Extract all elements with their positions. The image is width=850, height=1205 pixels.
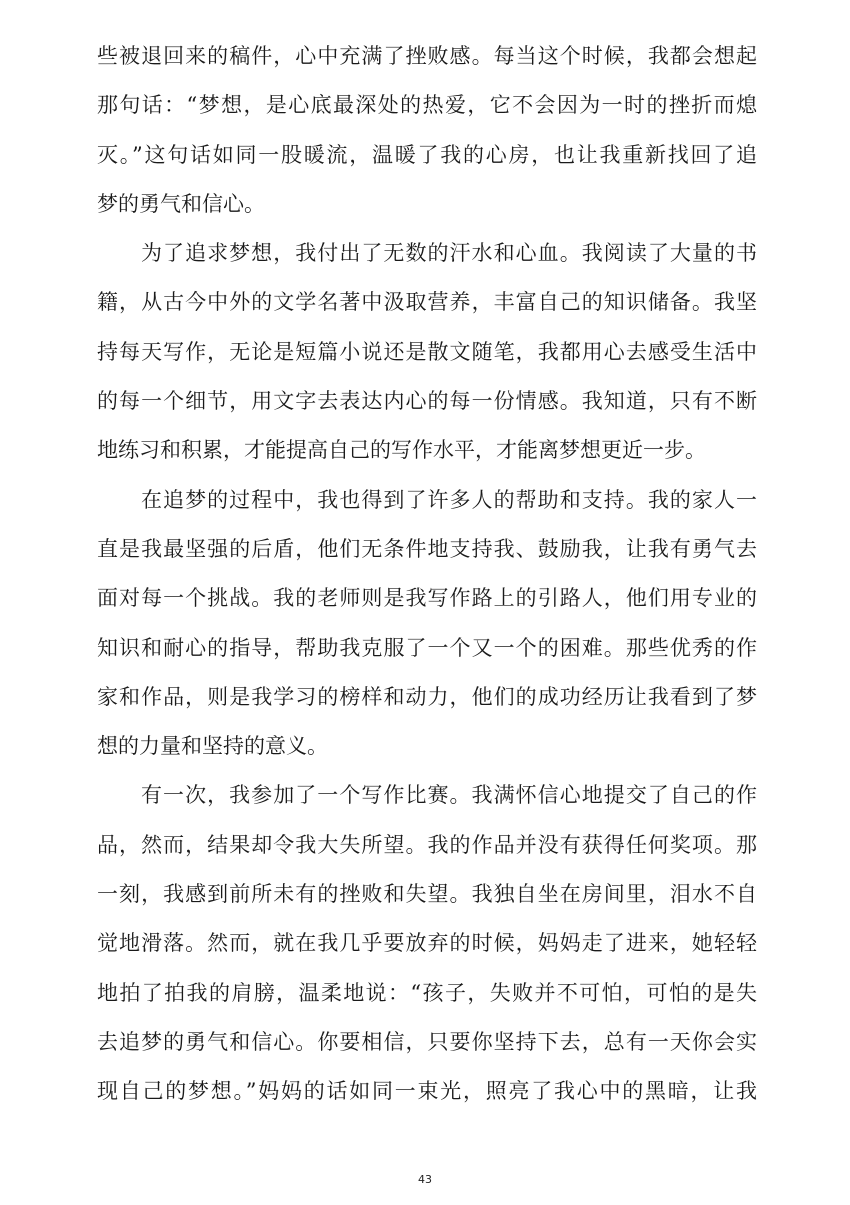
- text-line: 地拍了拍我的肩膀，温柔地说：“孩子，失败并不可怕，可怕的是失: [97, 980, 757, 1005]
- text-line: 想的力量和坚持的意义。: [97, 734, 328, 759]
- text-line: 籍，从古今中外的文学名著中汲取营养，丰富自己的知识储备。我坚: [97, 290, 757, 315]
- text-line: 灭。”这句话如同一股暖流，温暖了我的心房，也让我重新找回了追: [97, 142, 757, 167]
- paragraph: [97, 32, 757, 229]
- text-line: 品，然而，结果却令我大失所望。我的作品并没有获得任何奖项。那: [97, 832, 757, 857]
- paragraph: [97, 771, 757, 1116]
- text-line: 有一次，我参加了一个写作比赛。我满怀信心地提交了自己的作: [141, 783, 757, 808]
- text-line: 面对每一个挑战。我的老师则是我写作路上的引路人，他们用专业的: [97, 586, 757, 611]
- paragraph: [97, 476, 757, 772]
- text-line: 在追梦的过程中，我也得到了许多人的帮助和支持。我的家人一: [141, 487, 757, 512]
- text-line: 持每天写作，无论是短篇小说还是散文随笔，我都用心去感受生活中: [97, 339, 757, 364]
- text-line: 地练习和积累，才能提高自己的写作水平，才能离梦想更近一步。: [97, 438, 706, 463]
- text-line: 觉地滑落。然而，就在我几乎要放弃的时候，妈妈走了进来，她轻轻: [97, 931, 757, 956]
- text-line: 知识和耐心的指导，帮助我克服了一个又一个的困难。那些优秀的作: [97, 635, 757, 660]
- text-line: 一刻，我感到前所未有的挫败和失望。我独自坐在房间里，泪水不自: [97, 882, 757, 907]
- text-line: 现自己的梦想。”妈妈的话如同一束光，照亮了我心中的黑暗，让我: [97, 1079, 757, 1104]
- text-line: 的每一个细节，用文字去表达内心的每一份情感。我知道，只有不断: [97, 389, 757, 414]
- text-line: 家和作品，则是我学习的榜样和动力，他们的成功经历让我看到了梦: [97, 684, 757, 709]
- text-line: 直是我最坚强的后盾，他们无条件地支持我、鼓励我，让我有勇气去: [97, 536, 757, 561]
- text-line: 梦的勇气和信心。: [97, 191, 265, 216]
- text-line: 去追梦的勇气和信心。你要相信，只要你坚持下去，总有一天你会实: [97, 1029, 757, 1054]
- text-line: 那句话：“梦想，是心底最深处的热爱，它不会因为一时的挫折而熄: [97, 93, 757, 118]
- text-line: 为了追求梦想，我付出了无数的汗水和心血。我阅读了大量的书: [141, 241, 757, 266]
- body-text: [97, 32, 757, 1117]
- text-line: 些被退回来的稿件，心中充满了挫败感。每当这个时候，我都会想起: [97, 44, 757, 68]
- paragraph: [97, 229, 757, 475]
- page-number: 43: [418, 1173, 432, 1186]
